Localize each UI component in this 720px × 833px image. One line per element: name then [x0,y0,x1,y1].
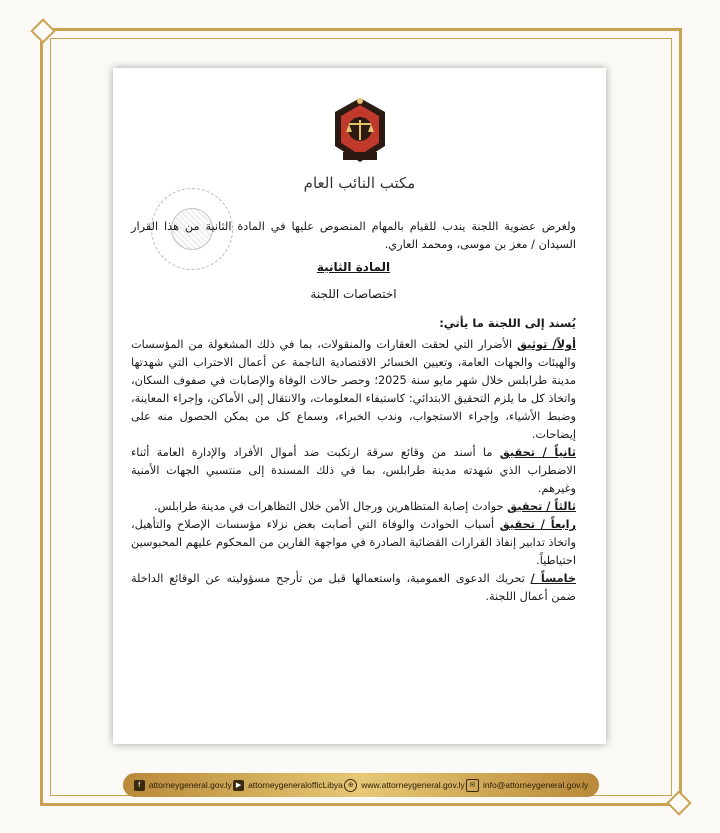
item-text: تحريك الدعوى العمومية، واستعمالها قبل من تأرجح مسؤوليته عن الوقائع الداخلة ضمن أعمال اللجنة. [131,572,576,603]
item-text: ما أسند من وقائع سرقة ارتكبت ضد أموال الأفراد والإدارة العامة أثناء الاضطراب الذي شهدته مدينة طرابلس، بما في ذلك المسندة إلى منتسبي الجهات الأمنية وغيرهم. [131,446,576,495]
facebook-icon: f [134,780,145,791]
item-text: الأضرار التي لحقت العقارات والمنقولات، بما في ذلك المشغولة من المؤسسات والهيئات والجهات العامة، وتعيين الخسائر الاقتصادية الناجمة عن أعمال الاحتراب التي شهدتها مدينة طرابلس خلال شهر مايو سنة 2025؛ وحصر حالات الوفاة والإصابات في صفوف السكان، واتخاذ كل ما يلزم التحقيق الابتدائي: كاستيفاء المعلومات، والانتقال إلى الأماكن، وإجراء المعاينة، وضبط الأشياء، وإجراء الاستجواب، وندب الخبراء، وسماع كل من يمكن الحصول منه على إيضاحات. [131,338,577,441]
youtube-icon: ▶ [233,780,244,791]
office-title: مكتب النائب العام [303,174,416,192]
item-label: ثانياً / تحقيق [499,446,576,459]
list-item [131,444,576,498]
youtube-link[interactable] [233,780,343,791]
email-link[interactable] [466,779,588,792]
item-label: رابعاً / تحقيق [499,518,576,531]
attorney-general-emblem-icon [329,96,391,166]
item-label: خامساً / [530,572,576,585]
intro-paragraph: ولغرض عضوية اللجنة يندب للقيام بالمهام المنصوص عليها في المادة الثانية من هذا القرار السيدان / معز بن موسى، ومحمد العاري. [131,220,576,251]
item-label: أولاً/ توثيق [517,338,576,351]
facebook-handle: attorneygeneral.gov.ly [148,780,232,790]
facebook-link[interactable] [134,780,232,791]
list-item [131,516,576,570]
website-url: www.attorneygeneral.gov.ly [361,780,465,790]
list-item [131,498,576,516]
contact-footer [123,773,599,797]
document-page [113,68,606,744]
globe-icon: ⊕ [344,779,357,792]
mail-icon: ✉ [466,779,479,792]
email-address: info@attorneygeneral.gov.ly [482,780,589,790]
list-item [131,570,576,606]
assigned-line: يُسند إلى اللجنة ما يأتي: [439,316,576,330]
item-label: ثالثاً / تحقيق [507,500,576,513]
list-item [131,336,576,444]
committee-title: اختصاصات اللجنة [310,287,397,301]
website-link[interactable] [344,779,464,792]
item-text: أسباب الحوادث والوفاة التي أصابت بعض نزلاء مؤسسات الإصلاح والتأهيل، واتخاذ تدابير إنفاذ القرارات القضائية الصادرة في مواجهة الفارين من المحكوم عليهم المحبوسين احتياطياً. [131,518,576,567]
item-text: حوادث إصابة المتظاهرين ورجال الأمن خلال التظاهرات في مدينة طرابلس. [154,500,508,513]
document-body [131,218,576,606]
article-title: المادة الثانية [316,260,391,274]
youtube-handle: attorneygeneralofficLibya [248,780,343,790]
